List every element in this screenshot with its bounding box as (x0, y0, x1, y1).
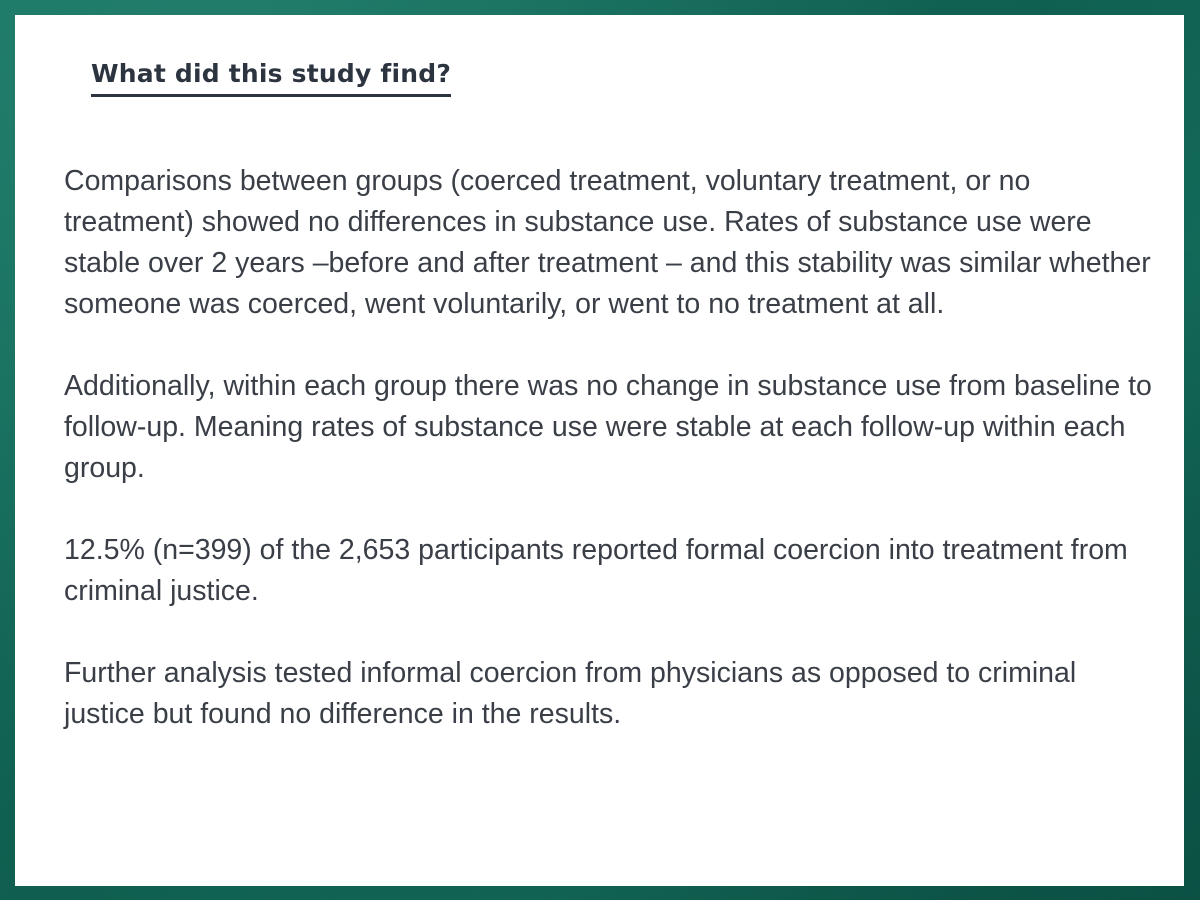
paragraph-participants: 12.5% (n=399) of the 2,653 participants reported formal coercion into treatment from criminal justice. (64, 534, 1128, 607)
heading-container (91, 59, 451, 97)
paragraph-group-comparison: Comparisons between groups (coerced treatment, voluntary treatment, or no treatment) showed no differences in substance use. Rates of substance use were stable over 2 years –before and after treatment – and this stability was similar whether someone was coerced, went voluntarily, or went to no treatment at all. (64, 165, 1151, 320)
slide-heading: What did this study find? (91, 59, 451, 97)
paragraph-further-analysis: Further analysis tested informal coercion from physicians as opposed to criminal justice but found no difference in the results. (64, 657, 1077, 730)
body-text (64, 161, 1154, 735)
content-card (15, 15, 1184, 886)
paragraph-within-group: Additionally, within each group there was no change in substance use from baseline to follow-up. Meaning rates of substance use were stable at each follow-up within each group. (64, 370, 1152, 484)
